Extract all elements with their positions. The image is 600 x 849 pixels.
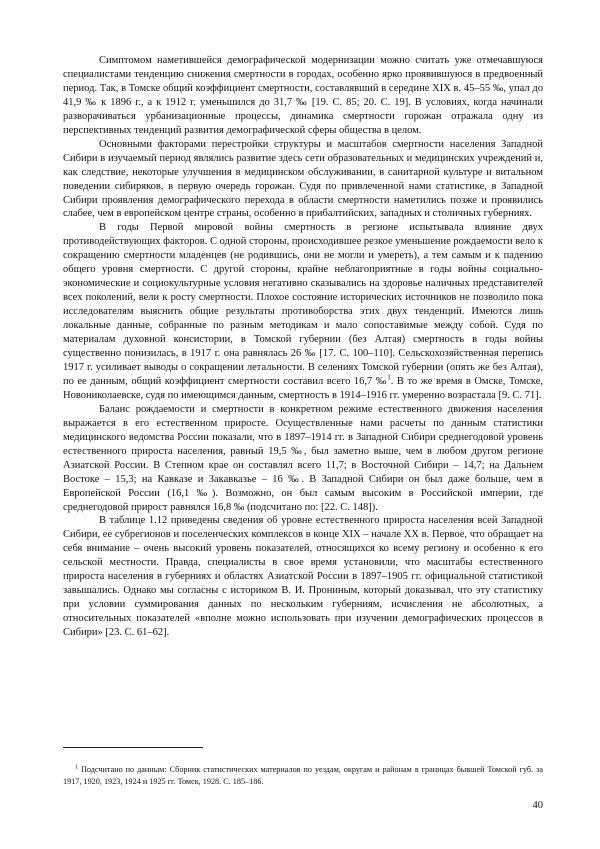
paragraph-5: В таблице 1.12 приведены сведения об уровне естественного прироста населения всей Западной Сибири, ее субрегионов и поселенческих комплексов в конце XIX – начале XX в. Первое, что обращает на себя внимание – очень высокий уровень показателей, относящихся ко всему региону и особенно к его сельской местности. Правда, специалисты в свое время установили, что масштабы естественного прироста населения в губерниях и областях Азиатской России в 1897–1905 гг. официальной статистикой завышались. Однако мы согласны с историком В. И. Прониным, который доказывал, что эту статистику при условии суммирования данных по нескольким губерниям, исчисления не абсолютных, а относительных показателей «вполне можно использовать при изучении демографических процессов в Сибири» [23. С. 61–62]. — [63, 515, 543, 639]
paragraph-2: Основными факторами перестройки структуры и масштабов смертности населения Западной Сибири в изучаемый период являлись развитие здесь сети образовательных и медицинских учреждений и, как следствие, некоторые улучшения в медицинском обслуживании, в санитарной культуре и витальном поведении сибиряков, в первую очередь горожан. Судя по привлеченной нами статистике, в Западной Сибири проявления демографического перехода в области смертности наметились позже и проявились слабее, чем в европейском центре страны, особенно в прибалтийских, западных и столичных губерниях. — [63, 138, 543, 220]
paragraph-3-text-before-note: В годы Первой мировой войны смертность в регионе испытывала влияние двух противодействующих факторов. С одной стороны, происходившее резкое уменьшение рождаемости вело к сокращению смертности младенцев (не родившись, они не могли и умереть), а тем самым и к падению общего уровня смертности. С другой стороны, крайне неблагоприятные в годы войны социально-экономические и социокультурные условия негативно сказывались на здоровье наличных представителей всех поколений, вели к росту смертности. Плохое состояние исторических источников не позволило пока исследователям выяснить общие результаты противоборства этих двух тенденций. Имеются лишь локальные данные, собранные по разным методикам и мало сопоставимые между собой. Судя по материалам духовной консистории, в Томской губернии (без Алтая) смертность в годы войны существенно понизилась, в 1917 г. она равнялась 26 ‰ [17. С. 100–110]. Сельскохозяйственная перепись 1917 г. усиливает выводы о сокращении летальности. В селениях Томской губернии (опять же без Алтая), по ее данным, общий коэффициент смертности составил всего 16,7 ‰ — [63, 222, 543, 387]
footnote-mark: 1 — [75, 764, 78, 771]
document-body — [63, 54, 543, 640]
footnote — [63, 764, 543, 787]
footnote-separator — [63, 747, 203, 748]
paragraph-1: Симптомом наметившейся демографической модернизации можно считать уже отмечавшуюся специалистами тенденцию снижения смертности в городах, особенно ярко проявившуюся в предвоенный период. Так, в Томске общий коэффициент смертности, составлявший в середине XIX в. 45–55 ‰, упал до 41,9 ‰ к 1896 г., а к 1912 г. уменьшился до 31,7 ‰ [19. С. 85; 20. С. 19]. В условиях, когда начинали разворачиваться урбанизационные процессы, динамика смертности горожан отражала одну из перспективных тенденций развития демографической сферы общества в целом. — [63, 55, 543, 136]
paragraph-3 — [63, 221, 543, 402]
page-number: 40 — [532, 800, 543, 811]
footnote-reference[interactable]: 1 — [387, 373, 391, 382]
paragraph-3-text-after-note: . В то же время в Омске, Томске, Новониколаевске, судя по имеющимся данным, смертность в 1914–1916 гг. умеренно возрастала [9. С. 71]. — [63, 375, 543, 401]
paragraph-4: Баланс рождаемости и смертности в конкретном режиме естественного движения населения выражается в его естественном приросте. Осуществленные нами расчеты по данным статистики медицинского ведомства России показали, что в 1897–1914 гг. в Западной Сибири среднегодовой уровень естественного прироста населения, равный 19,5 ‰, был заметно выше, чем в любом другом регионе Азиатской России. В Степном крае он составлял всего 11,7; в Восточной Сибири – 14,7; на Дальнем Востоке – 15,3; на Кавказе и Закавказье – 16 ‰. В Западной Сибири он был даже больше, чем в Европейской России (16,1 ‰). Возможно, он был самым высоким в Российской империи, где среднегодовой прирост равнялся 16,8 ‰ (подсчитано по: [22. С. 148]). — [63, 403, 543, 513]
footnote-text: Подсчитано по данным: Сборник статистических материалов по уездам, округам и районам в границах бывшей Томской губ. за 1917, 1920, 1923, 1924 и 1925 гг. Томск, 1928. С. 185–186. — [63, 765, 543, 786]
